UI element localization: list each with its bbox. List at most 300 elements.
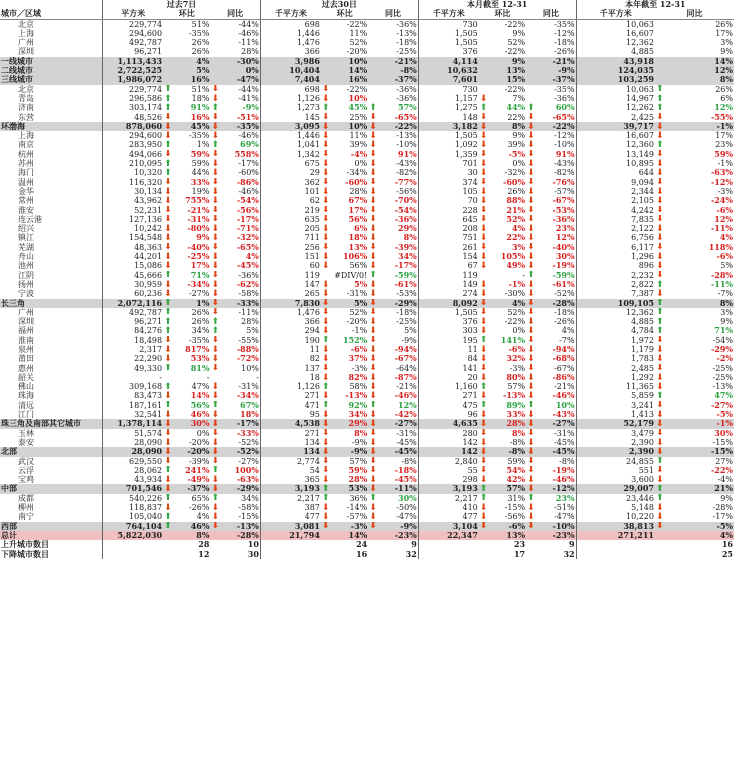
yoy-cell xyxy=(526,85,576,94)
pct-wrap xyxy=(164,410,209,419)
area-value: 62 xyxy=(260,196,321,205)
area-value: 30,134 xyxy=(103,187,164,196)
pct-value: -72% xyxy=(236,354,259,364)
arrow-down-icon: ⬇ xyxy=(321,391,330,401)
area-value: 376 xyxy=(418,317,479,326)
pct-value: -6% xyxy=(716,252,733,262)
arrow-down-icon: ⬇ xyxy=(655,168,664,178)
pct-wrap xyxy=(211,187,258,196)
arrow-down-icon: ⬇ xyxy=(527,121,535,132)
pct-wrap xyxy=(164,447,209,456)
pct-wrap xyxy=(369,345,417,354)
area-value: 11 xyxy=(418,345,479,354)
pct-wrap xyxy=(527,457,574,466)
pct-wrap xyxy=(369,113,417,122)
yoy-cell xyxy=(210,103,260,112)
area-value: 701,546 xyxy=(103,484,164,493)
pct-wrap xyxy=(211,159,258,168)
area-value: 701 xyxy=(418,159,479,168)
arrow-down-icon: ⬇ xyxy=(211,233,219,243)
pct-value: -56% xyxy=(504,512,526,522)
area-value: 3,600 xyxy=(576,475,655,484)
pct-wrap xyxy=(656,299,733,308)
city-name: 东营 xyxy=(18,112,34,122)
area-value: 10,895 xyxy=(576,159,655,168)
area-value: 7,830 xyxy=(260,299,321,308)
pct-wrap xyxy=(164,457,209,466)
area-value: 96,271 xyxy=(103,317,164,326)
yoy-cell xyxy=(210,401,260,410)
pct-value: 26% xyxy=(191,317,210,327)
arrow-up-icon: ⬆ xyxy=(321,382,330,392)
arrow-up-icon: ⬆ xyxy=(164,363,172,373)
city-column-header: 城市／区域 xyxy=(0,9,103,19)
pct-value: 6% xyxy=(720,93,733,103)
mom-cell xyxy=(163,391,210,400)
pct-value: -45% xyxy=(396,437,417,447)
area-value: 1,378,114 xyxy=(103,419,164,428)
pct-value: -12% xyxy=(554,28,575,38)
mom-cell xyxy=(655,401,734,410)
arrow-down-icon: ⬇ xyxy=(164,112,172,122)
pct-wrap xyxy=(369,252,417,261)
pct-value: 1% xyxy=(196,298,210,308)
pct-wrap xyxy=(656,38,733,47)
arrow-down-icon: ⬇ xyxy=(164,205,172,215)
area-value: 44,201 xyxy=(103,252,164,261)
pct-value: 47% xyxy=(714,391,733,401)
area-value: 2,105 xyxy=(576,196,655,205)
pct-wrap xyxy=(656,20,733,29)
area-value: 374 xyxy=(418,178,479,187)
mom-cell xyxy=(163,289,210,298)
pct-wrap xyxy=(656,354,733,363)
pct-value: -36% xyxy=(396,93,417,103)
mom-cell xyxy=(163,233,210,242)
arrow-down-icon: ⬇ xyxy=(321,512,330,522)
arrow-down-icon: ⬇ xyxy=(479,121,488,132)
pct-value: -35% xyxy=(188,131,210,141)
pct-wrap xyxy=(322,289,367,298)
arrow-down-icon: ⬇ xyxy=(479,363,488,373)
pct-wrap xyxy=(656,271,733,280)
pct-wrap xyxy=(656,196,733,205)
arrow-down-icon: ⬇ xyxy=(211,214,219,225)
area-value: 118,837 xyxy=(103,503,164,512)
arrow-down-icon: ⬇ xyxy=(211,177,219,187)
pct-value: -7% xyxy=(717,289,733,299)
pct-value: -11% xyxy=(710,224,733,234)
pct-wrap xyxy=(322,206,367,215)
city-name: 舟山 xyxy=(18,252,34,262)
pct-wrap xyxy=(322,419,367,428)
area-value: 387 xyxy=(260,503,321,512)
area-value: 10,220 xyxy=(576,512,655,521)
area-value: 28,062 xyxy=(103,466,164,475)
area-value: 127,136 xyxy=(103,215,164,224)
pct-wrap xyxy=(164,391,209,400)
mom-cell xyxy=(321,131,368,140)
arrow-down-icon: ⬇ xyxy=(369,140,377,150)
area-value: 675 xyxy=(260,159,321,168)
mom-cell xyxy=(655,75,734,84)
pct-wrap xyxy=(164,66,209,75)
pct-value: -18% xyxy=(396,307,417,317)
pct-value: 17% xyxy=(190,261,210,271)
pct-value: -10% xyxy=(552,521,575,531)
pct-wrap xyxy=(369,29,417,38)
mom-cell xyxy=(321,336,368,345)
pct-value: -60% xyxy=(345,177,368,187)
pct-value: 12% xyxy=(555,233,575,243)
area-value: 1,275 xyxy=(418,103,479,112)
area-value: 7,387 xyxy=(576,289,655,298)
arrow-down-icon: ⬇ xyxy=(479,391,488,401)
pct-value: 23% xyxy=(555,493,575,503)
area-value: 4,885 xyxy=(576,317,655,326)
yoy-cell xyxy=(210,466,260,475)
pct-wrap xyxy=(322,150,367,159)
pct-wrap xyxy=(164,150,209,159)
pct-wrap xyxy=(656,178,733,187)
pct-value: -18% xyxy=(554,307,575,317)
pct-wrap xyxy=(480,187,525,196)
pct-value: 10% xyxy=(348,121,368,131)
city-name: 深圳 xyxy=(18,47,34,57)
pct-wrap xyxy=(164,261,209,270)
pct-value: 558% xyxy=(234,149,259,159)
arrow-down-icon: ⬇ xyxy=(527,149,535,160)
pct-value: 59% xyxy=(507,456,526,466)
mom-cell xyxy=(479,354,526,363)
arrow-down-icon: ⬇ xyxy=(527,326,535,336)
pct-wrap xyxy=(527,196,574,205)
mom-cell xyxy=(655,271,734,280)
pct-wrap xyxy=(656,289,733,298)
pct-value: -17% xyxy=(394,261,417,271)
city-name: 珠海 xyxy=(18,391,34,401)
arrow-up-icon: ⬆ xyxy=(211,493,219,504)
area-value: 376 xyxy=(418,47,479,56)
arrow-down-icon: ⬇ xyxy=(211,186,219,197)
arrow-down-icon: ⬇ xyxy=(211,447,219,457)
pct-wrap xyxy=(656,215,733,224)
pct-wrap xyxy=(527,364,574,373)
area-value: 271,211 xyxy=(576,531,655,540)
arrow-up-icon: ⬆ xyxy=(164,400,172,411)
pct-wrap xyxy=(164,178,209,187)
mom-cell xyxy=(479,522,526,531)
arrow-down-icon: ⬇ xyxy=(369,428,377,438)
arrow-up-icon: ⬆ xyxy=(369,103,377,113)
arrow-down-icon: ⬇ xyxy=(479,372,488,383)
mom-cell xyxy=(163,75,210,84)
yoy-cell xyxy=(368,140,418,149)
pct-value: -50% xyxy=(396,503,417,513)
table-row xyxy=(0,196,734,205)
area-value: 142 xyxy=(418,438,479,447)
pct-wrap xyxy=(369,75,417,84)
arrow-down-icon: ⬇ xyxy=(479,354,488,364)
pct-wrap xyxy=(211,103,258,112)
pct-wrap xyxy=(480,159,525,168)
pct-value: -19% xyxy=(552,465,575,475)
area-value: 30,959 xyxy=(103,280,164,289)
yoy-cell xyxy=(526,103,576,112)
arrow-up-icon: ⬆ xyxy=(211,103,219,113)
pct-wrap xyxy=(656,475,733,484)
yoy-cell xyxy=(210,475,260,484)
city-name: 长三角 xyxy=(1,298,25,308)
table-row xyxy=(0,224,734,233)
pct-value: 8% xyxy=(403,233,417,243)
pct-wrap xyxy=(164,289,209,298)
pct-wrap xyxy=(656,187,733,196)
pct-wrap xyxy=(211,522,258,531)
footer-count: 24 xyxy=(356,540,368,550)
mom-cell xyxy=(655,289,734,298)
arrow-down-icon: ⬇ xyxy=(527,112,535,122)
pct-wrap xyxy=(369,447,417,456)
pct-value: -23% xyxy=(552,530,575,540)
pct-wrap xyxy=(480,336,525,345)
yoy-cell xyxy=(368,38,418,47)
arrow-down-icon: ⬇ xyxy=(369,177,377,187)
arrow-down-icon: ⬇ xyxy=(479,131,488,141)
pct-wrap xyxy=(656,410,733,419)
pct-value: -6% xyxy=(508,521,526,531)
pct-wrap xyxy=(211,438,258,447)
yoy-cell xyxy=(368,131,418,140)
mom-cell xyxy=(479,345,526,354)
area-value: 29,007 xyxy=(576,484,655,493)
pct-value: 53% xyxy=(348,484,368,494)
pct-wrap xyxy=(369,168,417,177)
arrow-down-icon: ⬇ xyxy=(321,344,330,355)
pct-value: 9% xyxy=(720,493,733,503)
pct-wrap xyxy=(322,178,367,187)
arrow-down-icon: ⬇ xyxy=(655,521,664,531)
yoy-cell xyxy=(526,261,576,270)
mom-cell xyxy=(479,299,526,308)
pct-wrap xyxy=(164,280,209,289)
pct-wrap xyxy=(656,103,733,112)
mom-cell xyxy=(163,475,210,484)
area-value: 261 xyxy=(418,243,479,252)
city-name: 三线城市 xyxy=(1,75,33,85)
pct-wrap xyxy=(527,271,574,280)
yoy-cell xyxy=(210,215,260,224)
mom-header: 环比 xyxy=(321,9,368,19)
pct-value: 9% xyxy=(720,317,733,327)
area-value: 3,104 xyxy=(418,522,479,531)
pct-wrap xyxy=(211,419,258,428)
area-value: 60 xyxy=(260,261,321,270)
pct-value: 30% xyxy=(555,252,575,262)
pct-value: -32% xyxy=(504,168,526,178)
arrow-down-icon: ⬇ xyxy=(321,521,330,531)
pct-value: -15% xyxy=(504,503,526,513)
mom-cell xyxy=(163,271,210,280)
pct-wrap xyxy=(527,85,574,94)
pct-wrap xyxy=(480,317,525,326)
mom-cell xyxy=(479,85,526,94)
total-row xyxy=(0,531,734,540)
city-name: 江阴 xyxy=(18,270,34,280)
mom-cell xyxy=(163,382,210,391)
pct-wrap xyxy=(164,522,209,531)
pct-wrap xyxy=(527,373,574,382)
yoy-cell xyxy=(368,317,418,326)
mom-cell xyxy=(655,317,734,326)
arrow-down-icon: ⬇ xyxy=(527,363,535,373)
yoy-header: 同比 xyxy=(526,9,576,19)
pct-wrap xyxy=(211,345,258,354)
pct-wrap xyxy=(480,103,525,112)
pct-wrap xyxy=(164,20,209,29)
pct-wrap xyxy=(527,75,574,84)
city-name: 金华 xyxy=(18,186,34,196)
pct-value: -25% xyxy=(187,252,210,262)
city-name: 温州 xyxy=(18,177,34,187)
mom-cell xyxy=(321,401,368,410)
pct-value: -40% xyxy=(552,242,575,252)
pct-wrap xyxy=(656,66,733,75)
pct-value: 25% xyxy=(349,112,368,122)
area-header: 千平方米 xyxy=(260,9,321,19)
pct-value: -34% xyxy=(346,168,368,178)
mom-cell xyxy=(655,233,734,242)
pct-value: 29% xyxy=(348,419,368,429)
mom-cell xyxy=(655,326,734,335)
city-name: 常州 xyxy=(18,196,34,206)
pct-value: -61% xyxy=(394,279,417,289)
arrow-down-icon: ⬇ xyxy=(655,205,664,215)
footer-count: 9 xyxy=(411,540,417,550)
yoy-cell xyxy=(210,354,260,363)
arrow-down-icon: ⬇ xyxy=(479,317,488,327)
pct-wrap xyxy=(656,75,733,84)
pct-wrap xyxy=(527,289,574,298)
area-value: 271 xyxy=(260,391,321,400)
pct-wrap xyxy=(480,122,525,131)
pct-wrap xyxy=(369,140,417,149)
footer-blank xyxy=(576,550,655,559)
pct-value: -40% xyxy=(187,242,210,252)
pct-value: -55% xyxy=(238,335,259,345)
table-row xyxy=(0,317,734,326)
mom-cell xyxy=(163,29,210,38)
arrow-down-icon: ⬇ xyxy=(211,391,219,401)
mom-cell xyxy=(479,243,526,252)
yoy-cell xyxy=(368,401,418,410)
pct-wrap xyxy=(656,512,733,521)
yoy-cell xyxy=(368,252,418,261)
pct-value: 26% xyxy=(715,84,733,94)
pct-value: 16% xyxy=(190,112,210,122)
arrow-down-icon: ⬇ xyxy=(479,512,488,522)
area-value: 49,330 xyxy=(103,364,164,373)
arrow-down-icon: ⬇ xyxy=(369,261,377,271)
arrow-down-icon: ⬇ xyxy=(164,149,172,160)
pct-value: -20% xyxy=(188,437,210,447)
area-value: 145 xyxy=(260,113,321,122)
area-value: 52,231 xyxy=(103,206,164,215)
arrow-down-icon: ⬇ xyxy=(321,196,330,206)
city-name: 绍兴 xyxy=(18,224,34,234)
mom-cell xyxy=(655,522,734,531)
mom-cell xyxy=(321,391,368,400)
arrow-down-icon: ⬇ xyxy=(655,289,664,299)
pct-wrap xyxy=(480,29,525,38)
city-name: 柳州 xyxy=(18,503,34,513)
arrow-down-icon: ⬇ xyxy=(527,465,535,476)
pct-wrap xyxy=(211,410,258,419)
arrow-down-icon: ⬇ xyxy=(321,503,330,513)
mom-cell xyxy=(163,531,210,540)
area-value: 2,485 xyxy=(576,364,655,373)
area-value: 6,117 xyxy=(576,243,655,252)
mom-cell xyxy=(321,233,368,242)
area-value: - xyxy=(103,373,164,382)
yoy-header: 同比 xyxy=(655,9,734,19)
pct-wrap xyxy=(322,531,367,540)
pct-wrap xyxy=(164,326,209,335)
pct-wrap xyxy=(164,336,209,345)
table-row xyxy=(0,466,734,475)
arrow-down-icon: ⬇ xyxy=(211,261,219,271)
pct-wrap xyxy=(527,261,574,270)
table-row xyxy=(0,103,734,112)
arrow-down-icon: ⬇ xyxy=(527,177,535,187)
mom-cell xyxy=(479,233,526,242)
pct-value: -43% xyxy=(396,159,417,169)
pct-wrap xyxy=(527,122,574,131)
yoy-cell xyxy=(210,531,260,540)
area-value: 2,390 xyxy=(576,438,655,447)
arrow-down-icon: ⬇ xyxy=(655,224,664,234)
arrow-up-icon: ⬆ xyxy=(655,298,664,308)
arrow-down-icon: ⬇ xyxy=(479,428,488,438)
area-value: 51,574 xyxy=(103,429,164,438)
pct-value: -57% xyxy=(554,186,575,196)
arrow-down-icon: ⬇ xyxy=(164,354,172,364)
pct-value: -45% xyxy=(554,437,575,447)
area-value: 96,271 xyxy=(103,47,164,56)
mom-cell xyxy=(479,224,526,233)
pct-wrap xyxy=(480,354,525,363)
pct-value: 42% xyxy=(506,475,526,485)
area-value: 6,756 xyxy=(576,233,655,242)
group-row xyxy=(0,57,734,66)
pct-value: 5% xyxy=(720,261,733,271)
pct-wrap xyxy=(322,326,367,335)
pct-wrap xyxy=(164,364,209,373)
pct-value: -6% xyxy=(508,344,526,354)
arrow-down-icon: ⬇ xyxy=(479,503,488,513)
area-value: 8,092 xyxy=(418,299,479,308)
pct-value: 3% xyxy=(720,307,733,317)
pct-value: -65% xyxy=(236,242,259,252)
yoy-cell xyxy=(526,299,576,308)
mom-cell xyxy=(321,243,368,252)
arrow-up-icon: ⬆ xyxy=(655,493,664,504)
pct-wrap xyxy=(527,103,574,112)
area-value: 12,360 xyxy=(576,140,655,149)
area-value: 137 xyxy=(260,364,321,373)
pct-wrap xyxy=(480,206,525,215)
arrow-down-icon: ⬇ xyxy=(527,233,535,243)
